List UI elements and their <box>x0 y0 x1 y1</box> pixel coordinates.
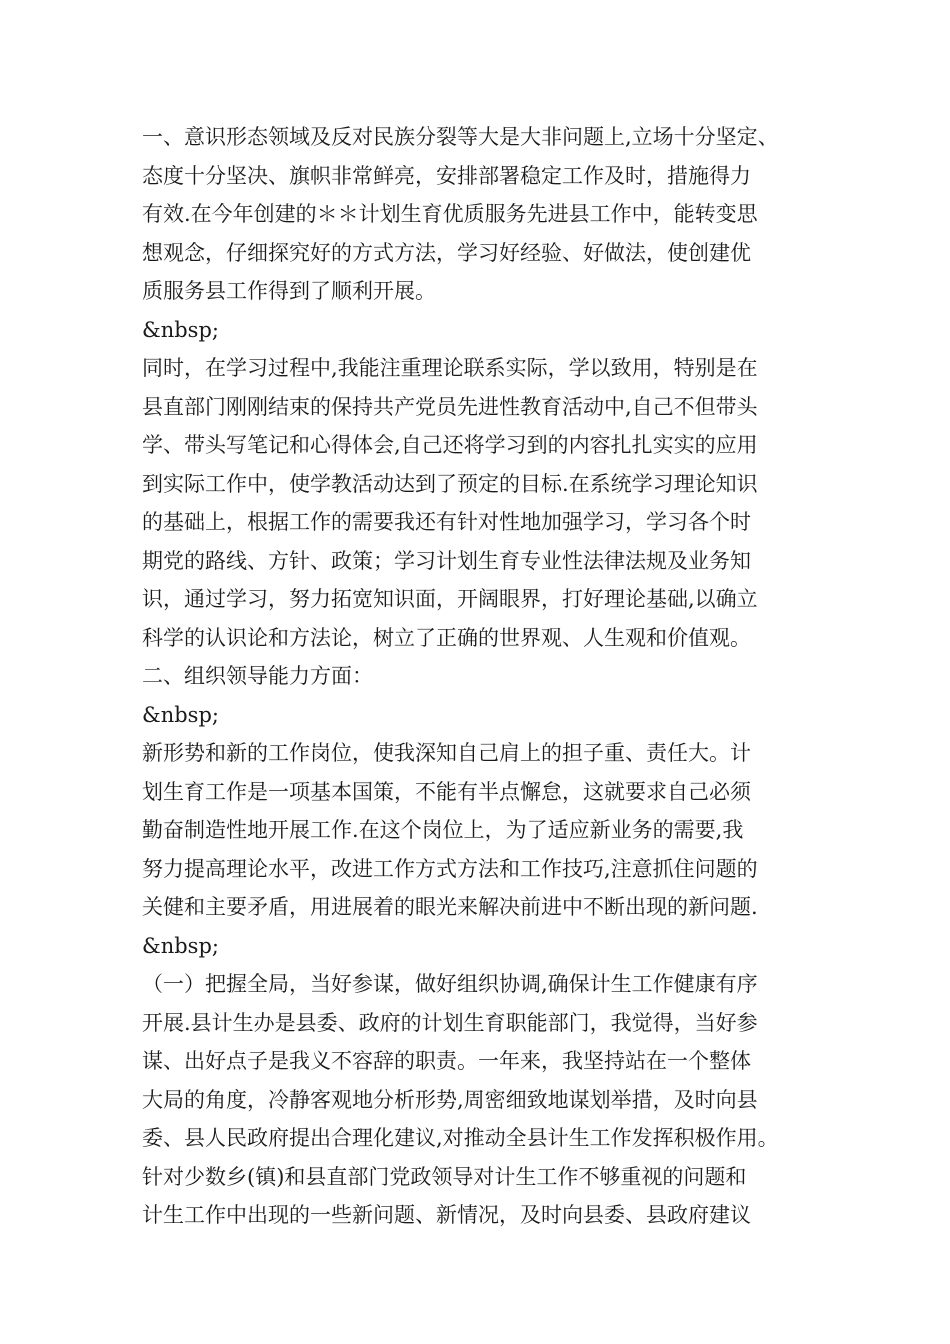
text-line: 新形势和新的工作岗位，使我深知自己肩上的担子重、责任大。计 <box>142 741 751 765</box>
text-line: 质服务县工作得到了顺利开展。 <box>142 279 436 303</box>
text-line: 科学的认识论和方法论，树立了正确的世界观、人生观和价值观。 <box>142 625 751 650</box>
text-line: 有效.在今年创建的＊＊计划生育优质服务先进县工作中，能转变思 <box>142 202 758 226</box>
text-line: 学、带头写笔记和心得体会,自己还将学习到的内容扎扎实实的应用 <box>142 433 758 457</box>
document-body <box>142 118 832 1235</box>
text-line: 期党的路线、方针、政策；学习计划生育专业性法律法规及业务知 <box>142 548 751 573</box>
text-line: &nbsp; <box>142 702 219 727</box>
text-line: 委、县人民政府提出合理化建议,对推动全县计生工作发挥积极作用。 <box>142 1126 779 1150</box>
text-line: 县直部门刚刚结束的保持共产党员先进性教育活动中,自己不但带头 <box>142 394 758 419</box>
text-line: 到实际工作中，使学教活动达到了预定的目标.在系统学习理论知识 <box>142 471 758 496</box>
text-line: 针对少数乡(镇)和县直部门党政领导对计生工作不够重视的问题和 <box>142 1164 747 1189</box>
text-line: 勤奋制造性地开展工作.在这个岗位上，为了适应新业务的需要,我 <box>142 818 744 842</box>
text-line: 二、组织领导能力方面： <box>142 664 373 688</box>
text-line: 同时，在学习过程中,我能注重理论联系实际，学以致用，特别是在 <box>142 356 758 380</box>
text-line: 开展.县计生办是县委、政府的计划生育职能部门，我觉得，当好参 <box>142 1010 758 1035</box>
text-line: 态度十分坚决、旗帜非常鲜亮，安排部署稳定工作及时，措施得力 <box>142 163 751 188</box>
text-line: 识，通过学习，努力拓宽知识面，开阔眼界，打好理论基础,以确立 <box>142 587 758 611</box>
text-line: &nbsp; <box>142 933 219 958</box>
text-line: 想观念，仔细探究好的方式方法，学习好经验、好做法，使创建优 <box>142 240 751 265</box>
text-line: 划生育工作是一项基本国策，不能有半点懈怠，这就要求自己必须 <box>142 779 751 804</box>
text-line: 关健和主要矛盾，用进展着的眼光来解决前进中不断出现的新问题. <box>142 895 758 919</box>
text-line: 努力提高理论水平，改进工作方式方法和工作技巧,注意抓住问题的 <box>142 856 758 881</box>
text-line: 计生工作中出现的一些新问题、新情况，及时向县委、县政府建议 <box>142 1203 751 1227</box>
text-line: 一、意识形态领域及反对民族分裂等大是大非问题上,立场十分坚定、 <box>142 125 779 149</box>
text-line: （一）把握全局，当好参谋，做好组织协调,确保计生工作健康有序 <box>142 972 758 996</box>
text-line: 谋、出好点子是我义不容辞的职责。一年来，我坚持站在一个整体 <box>142 1049 751 1073</box>
text-line: 大局的角度，冷静客观地分析形势,周密细致地谋划举措，及时向县 <box>142 1087 758 1112</box>
text-line: &nbsp; <box>142 317 219 342</box>
text-line: 的基础上，根据工作的需要我还有针对性地加强学习，学习各个时 <box>142 510 751 534</box>
